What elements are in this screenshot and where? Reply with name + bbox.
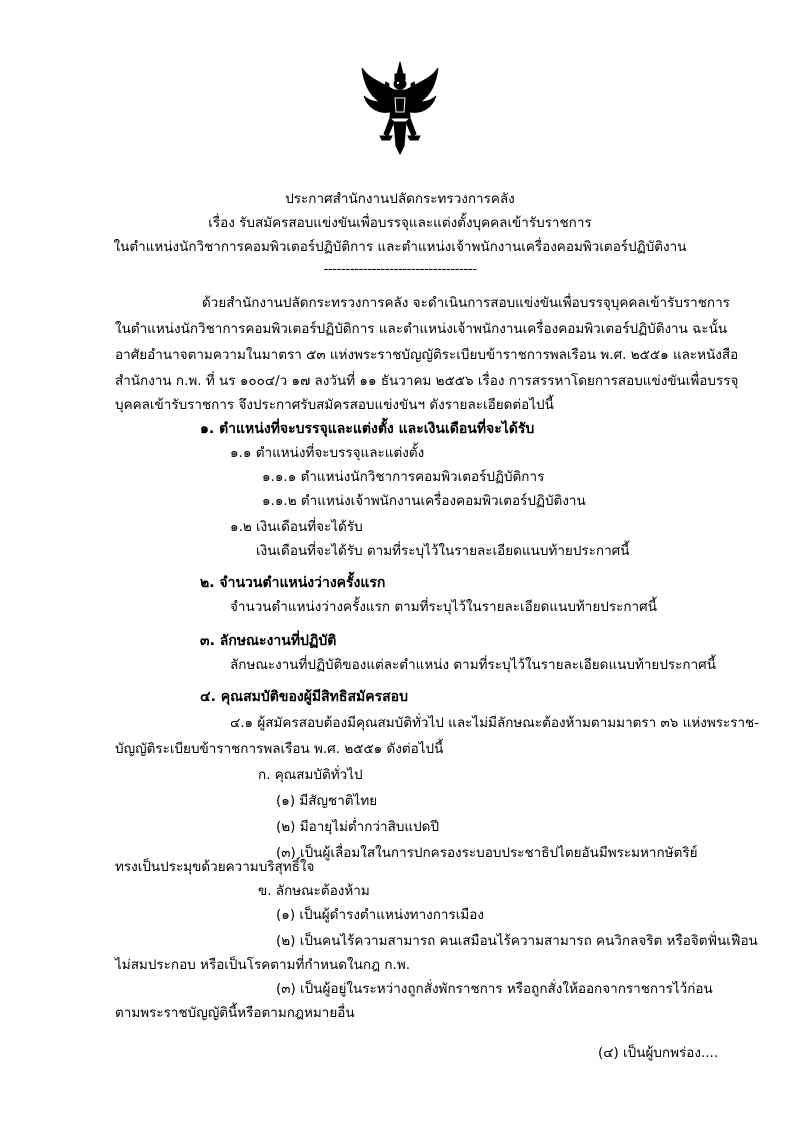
qualification-3-line-2: ทรงเป็นประมุขด้วยความบริสุทธิ์ใจ [115,859,315,875]
section-3-text: ลักษณะงานที่ปฏิบัติของแต่ละตำแหน่ง ตามที่ระบุไว้ในรายละเอียดแนบท้ายประกาศนี้ [230,657,716,673]
section-2-text: จำนวนตำแหน่งว่างครั้งแรก ตามที่ระบุไว้ในรายละเอียดแนบท้ายประกาศนี้ [230,599,657,615]
intro-line-4: สำนักงาน ก.พ. ที่ นร ๑๐๐๔/ว ๑๗ ลงวันที่ ๑๑ ธันวาคม ๒๕๕๖ เรื่อง การสรรหาโดยการสอบแข่งขันเพื่อบรรจุ [115,373,739,389]
section-1-1-1: ๑.๑.๑ ตำแหน่งนักวิชาการคอมพิวเตอร์ปฏิบัติการ [262,469,545,485]
divider: ----------------------------------- [323,261,477,277]
prohibition-3-line-2: ตามพระราชบัญญัตินี้หรือตามกฎหมายอื่น [115,1005,355,1021]
section-1-1-2: ๑.๑.๒ ตำแหน่งเจ้าพนักงานเครื่องคอมพิวเตอร์ปฏิบัติงาน [262,493,586,509]
announcement-subject-positions: ในตำแหน่งนักวิชาการคอมพิวเตอร์ปฏิบัติการ และตำแหน่งเจ้าพนักงานเครื่องคอมพิวเตอร์ปฏิบัติงาน [113,239,687,255]
section-1-1: ๑.๑ ตำแหน่งที่จะบรรจุและแต่งตั้ง [230,445,425,461]
prohibition-2-line-2: ไม่สมประกอบ หรือเป็นโรคตามที่กำหนดในกฎ ก.พ. [115,957,411,973]
prohibitions-heading: ข. ลักษณะต้องห้าม [258,883,370,899]
qualification-1: (๑) มีสัญชาติไทย [276,793,378,809]
qualification-2: (๒) มีอายุไม่ต่ำกว่าสิบแปดปี [276,819,440,835]
intro-line-2: ในตำแหน่งนักวิชาการคอมพิวเตอร์ปฏิบัติการ และตำแหน่งเจ้าพนักงานเครื่องคอมพิวเตอร์ปฏิบัติงาน ฉะนั้น [115,321,728,337]
intro-line-3: อาศัยอำนาจตามความในมาตรา ๕๓ แห่งพระราชบัญญัติระเบียบข้าราชการพลเรือน พ.ศ. ๒๕๕๑ และหนังสือ [115,347,739,363]
section-1-2: ๑.๒ เงินเดือนที่จะได้รับ [230,519,363,535]
section-4-1-line-2: บัญญัติระเบียบข้าราชการพลเรือน พ.ศ. ๒๕๕๑ ดังต่อไปนี้ [115,741,444,757]
prohibition-1: (๑) เป็นผู้ดำรงตำแหน่งทางการเมือง [276,907,484,923]
qualification-3-line-1: (๓) เป็นผู้เลื่อมใสในการปกครองระบอบประชาธิปไตยอันมีพระมหากษัตริย์ [276,845,698,861]
announcement-subject: เรื่อง รับสมัครสอบแข่งขันเพื่อบรรจุและแต่งตั้งบุคคลเข้ารับราชการ [208,215,592,231]
section-3-heading: ๓. ลักษณะงานที่ปฏิบัติ [200,633,337,649]
section-4-heading: ๔. คุณสมบัติของผู้มีสิทธิสมัครสอบ [200,689,408,705]
intro-line-5: บุคคลเข้ารับราชการ จึงประกาศรับสมัครสอบแข่งขันฯ ดังรายละเอียดต่อไปนี้ [115,397,554,413]
intro-line-1: ด้วยสำนักงานปลัดกระทรวงการคลัง จะดำเนินการสอบแข่งขันเพื่อบรรจุบุคคลเข้ารับราชการ [202,295,730,311]
prohibition-2-line-1: (๒) เป็นคนไร้ความสามารถ คนเสมือนไร้ความสามารถ คนวิกลจริต หรือจิตฟั่นเฟือน [276,933,758,949]
prohibition-3-line-1: (๓) เป็นผู้อยู่ในระหว่างถูกสั่งพักราชการ หรือถูกสั่งให้ออกจากราชการไว้ก่อน [276,981,713,997]
general-qualifications-heading: ก. คุณสมบัติทั่วไป [258,767,363,783]
section-2-heading: ๒. จำนวนตำแหน่งว่างครั้งแรก [200,575,386,591]
garuda-emblem [360,60,440,156]
page-continuation: (๔) เป็นผู้บกพร่อง.... [598,1045,719,1061]
announcement-title: ประกาศสำนักงานปลัดกระทรวงการคลัง [285,191,515,207]
section-4-1-line-1: ๔.๑ ผู้สมัครสอบต้องมีคุณสมบัติทั่วไป และไม่มีลักษณะต้องห้ามตามมาตรา ๓๖ แห่งพระราช- [230,715,760,731]
section-1-2-text: เงินเดือนที่จะได้รับ ตามที่ระบุไว้ในรายละเอียดแนบท้ายประกาศนี้ [256,543,630,559]
section-1-heading: ๑. ตำแหน่งที่จะบรรจุและแต่งตั้ง และเงินเดือนที่จะได้รับ [200,421,535,437]
